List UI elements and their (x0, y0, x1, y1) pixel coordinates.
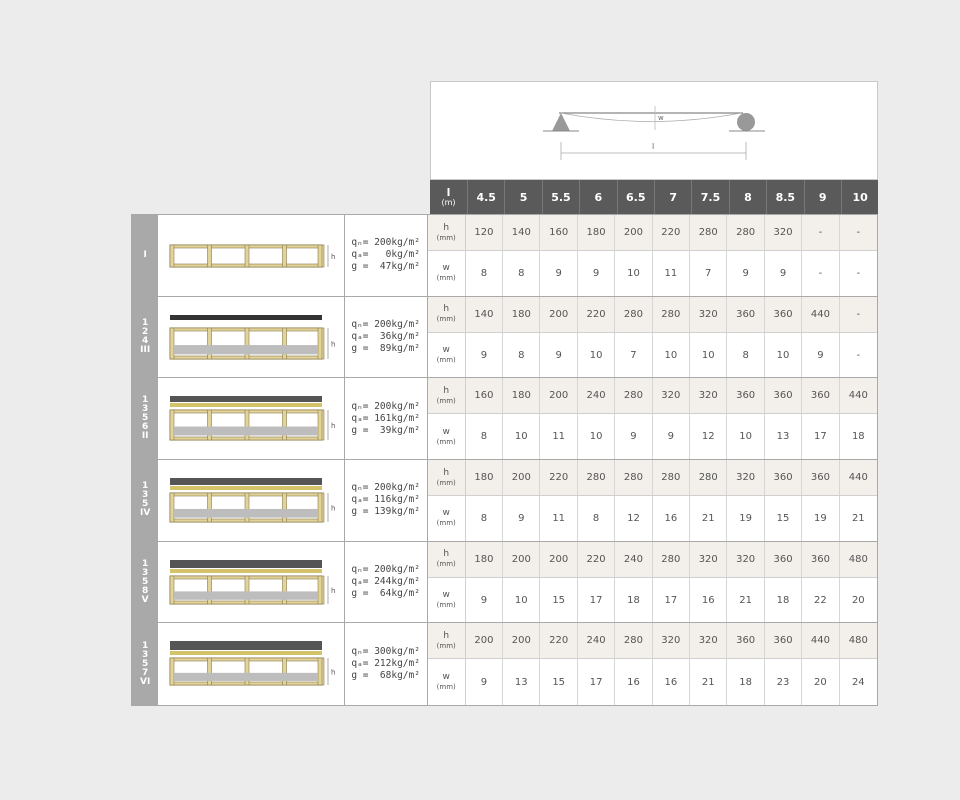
code-label: 1 (142, 640, 149, 651)
floor-section-icon (158, 215, 344, 295)
value-cell: 18 (851, 431, 865, 443)
code-label: 1 (142, 395, 149, 406)
value-cell: 12 (615, 496, 652, 541)
row-symbol: w (442, 426, 450, 437)
value-cell: 160 (466, 378, 503, 413)
value-cell: 120 (466, 215, 503, 250)
value-cell: 180 (503, 297, 540, 332)
value-cell: 10 (653, 333, 690, 378)
load-line: qₐ= 244kg/m² (351, 576, 420, 588)
value-cell: 9 (578, 251, 615, 296)
value-cell: 13 (503, 659, 540, 705)
value-cell: 7 (690, 251, 727, 296)
span-header-cell: 5 (504, 180, 541, 215)
value-cell: 21 (690, 659, 727, 705)
deflection-row (428, 659, 877, 705)
code-label: 3 (142, 567, 149, 578)
height-row (428, 623, 877, 659)
value-cell: 280 (615, 623, 652, 658)
floor-type-row (132, 460, 877, 542)
value-cell: - (856, 227, 861, 238)
value-cell: 320 (653, 623, 690, 658)
value-cell: 320 (690, 297, 727, 332)
load-values (345, 297, 427, 378)
value-cell: 10 (727, 414, 764, 459)
floor-type-row (132, 623, 877, 705)
code-label: 1 (142, 558, 149, 569)
value-cell: 200 (615, 215, 652, 250)
deflection-row (428, 496, 877, 541)
row-label (428, 333, 466, 378)
value-cell: - (856, 308, 861, 320)
span-header-cell: 5.5 (542, 180, 579, 215)
value-cell: 22 (802, 578, 839, 623)
value-cell: 360 (765, 460, 802, 495)
load-line: g = 68kg/m² (351, 670, 420, 682)
value-cell: 21 (727, 578, 764, 623)
value-cell: 280 (578, 460, 615, 495)
code-label: 6 (142, 422, 149, 433)
value-cell: 8 (503, 251, 540, 296)
floor-type-code (132, 378, 158, 459)
value-cell: 13 (765, 414, 802, 459)
deflection-table (131, 214, 878, 706)
code-label: 3 (142, 649, 149, 660)
row-symbol: h (443, 304, 450, 315)
height-row (428, 378, 877, 414)
value-cell: 24 (851, 676, 865, 688)
row-label (428, 215, 466, 250)
floor-type-code (132, 542, 158, 623)
span-header-cell: 6.5 (617, 180, 654, 215)
span-header-label (430, 180, 467, 215)
code-label: 5 (142, 658, 149, 669)
span-header-cell: 9 (804, 180, 841, 215)
value-cell: 180 (578, 215, 615, 250)
floor-section-illustration (158, 623, 345, 705)
value-cell: 8 (466, 496, 503, 541)
row-unit: (mm) (436, 437, 456, 446)
value-cell: 320 (690, 378, 727, 413)
row-label (428, 542, 466, 577)
code-label: I (143, 249, 147, 260)
code-label: 1 (142, 481, 149, 492)
deflection-row (428, 414, 877, 459)
row-symbol: w (442, 590, 450, 601)
value-cell: 280 (653, 297, 690, 332)
height-row (428, 215, 877, 251)
code-label: 4 (142, 336, 149, 347)
floor-section-icon (158, 460, 344, 540)
value-cell: 10 (503, 578, 540, 623)
span-header-cell: 6 (579, 180, 616, 215)
floor-type-code (132, 215, 158, 296)
span-values (467, 180, 878, 215)
value-cell: 360 (765, 623, 802, 658)
row-unit: (mm) (436, 519, 456, 528)
value-cell: 9 (466, 578, 503, 623)
row-symbol: h (443, 630, 450, 641)
value-cell: 180 (503, 378, 540, 413)
load-line: qₙ= 200kg/m² (351, 237, 420, 249)
value-cell: 360 (802, 378, 839, 413)
value-cell: 10 (765, 333, 802, 378)
value-cell: 320 (727, 542, 764, 577)
code-label: III (140, 345, 151, 356)
load-line: qₐ= 36kg/m² (351, 331, 420, 343)
value-cell: 17 (578, 578, 615, 623)
value-cell: - (802, 251, 839, 296)
value-cell: 440 (848, 390, 868, 402)
value-cell: 16 (653, 659, 690, 705)
value-cell: 360 (765, 297, 802, 332)
height-label: h (331, 340, 336, 349)
value-cell: 17 (802, 414, 839, 459)
value-cell: 280 (727, 215, 764, 250)
value-cell: 360 (727, 297, 764, 332)
value-cell: 240 (578, 378, 615, 413)
floor-type-code (132, 460, 158, 541)
value-cell: 280 (615, 378, 652, 413)
value-cell: 360 (802, 542, 839, 577)
floor-section-illustration (158, 297, 345, 378)
height-row (428, 542, 877, 578)
value-cell: 200 (503, 460, 540, 495)
value-cell: 320 (690, 542, 727, 577)
floor-section-icon (158, 623, 344, 703)
value-cell: 440 (802, 623, 839, 658)
row-unit: (mm) (436, 601, 456, 610)
code-label: 5 (142, 413, 149, 424)
span-header-cell: 8 (729, 180, 766, 215)
row-unit: (mm) (436, 683, 456, 692)
value-cell: 360 (802, 460, 839, 495)
height-label: h (331, 586, 336, 595)
value-cell: 480 (848, 635, 868, 647)
value-cell: 17 (653, 578, 690, 623)
floor-type-row (132, 542, 877, 624)
value-cell: 9 (802, 333, 839, 378)
value-cell: 440 (848, 472, 868, 484)
value-cell: 200 (466, 623, 503, 658)
row-symbol: w (442, 508, 450, 519)
row-symbol: h (443, 222, 450, 233)
row-symbol: h (443, 467, 450, 478)
value-cell: 220 (540, 460, 577, 495)
value-cell: 200 (540, 297, 577, 332)
load-line: qₙ= 200kg/m² (351, 319, 420, 331)
value-cell: 200 (503, 542, 540, 577)
value-cell: 160 (540, 215, 577, 250)
value-cell: 10 (578, 333, 615, 378)
value-cell: 18 (765, 578, 802, 623)
value-cell: 16 (690, 578, 727, 623)
value-cell: 180 (466, 542, 503, 577)
value-cell: 200 (503, 623, 540, 658)
row-label (428, 297, 466, 332)
row-unit: (mm) (436, 274, 456, 283)
value-cell: - (802, 215, 839, 250)
span-symbol: l (446, 185, 451, 199)
load-line: g = 139kg/m² (351, 506, 420, 518)
value-cell: 15 (540, 659, 577, 705)
value-cell: 9 (765, 251, 802, 296)
floor-type-row (132, 378, 877, 460)
row-label (428, 378, 466, 413)
value-cell: 11 (653, 251, 690, 296)
row-label (428, 659, 466, 705)
load-values (345, 460, 427, 541)
value-cell: 8 (503, 333, 540, 378)
code-label: V (141, 594, 149, 605)
value-cell: 220 (540, 623, 577, 658)
value-cell: 15 (540, 578, 577, 623)
height-label: h (331, 253, 336, 261)
value-cell: 11 (540, 496, 577, 541)
code-label: 2 (142, 327, 149, 338)
value-cell: 18 (727, 659, 764, 705)
value-cell: 9 (653, 414, 690, 459)
value-cell: 9 (727, 251, 764, 296)
value-cell: 140 (503, 215, 540, 250)
value-cell: 19 (802, 496, 839, 541)
load-line: g = 47kg/m² (351, 261, 420, 273)
height-row (428, 460, 877, 496)
code-label: 3 (142, 404, 149, 415)
load-line: g = 39kg/m² (351, 424, 420, 436)
value-cell: 140 (466, 297, 503, 332)
height-label: h (331, 422, 336, 431)
code-label: IV (140, 508, 151, 519)
load-line: qₐ= 212kg/m² (351, 658, 420, 670)
load-line: qₙ= 200kg/m² (351, 564, 420, 576)
value-cell: 17 (578, 659, 615, 705)
floor-section-icon (158, 378, 344, 458)
height-label: h (331, 668, 336, 677)
value-cell: 21 (690, 496, 727, 541)
height-row (428, 297, 877, 333)
code-label: VI (140, 676, 151, 687)
value-cell: 8 (727, 333, 764, 378)
floor-section-illustration (158, 542, 345, 623)
row-symbol: h (443, 549, 450, 560)
value-cell: 9 (466, 659, 503, 705)
span-header-cell: 10 (841, 180, 878, 215)
row-unit: (mm) (436, 641, 456, 650)
load-values (345, 623, 427, 705)
value-cell: 9 (615, 414, 652, 459)
floor-section-icon (158, 542, 344, 622)
value-cell: 360 (727, 378, 764, 413)
value-cell: 23 (765, 659, 802, 705)
value-cell: 320 (727, 460, 764, 495)
code-label: 5 (142, 499, 149, 510)
span-header-cell: 8.5 (766, 180, 803, 215)
floor-type-code (132, 623, 158, 705)
beam-diagram (430, 81, 878, 180)
span-header-cell: 4.5 (467, 180, 504, 215)
row-unit: (mm) (436, 560, 456, 569)
floor-type-row (132, 215, 877, 297)
row-symbol: w (442, 263, 450, 274)
value-cell: 320 (690, 623, 727, 658)
value-cell: 12 (690, 414, 727, 459)
deflection-row (428, 578, 877, 623)
simply-supported-beam-icon (431, 82, 879, 181)
row-label (428, 578, 466, 623)
load-line: qₙ= 300kg/m² (351, 646, 420, 658)
load-line: qₙ= 200kg/m² (351, 400, 420, 412)
load-line: g = 64kg/m² (351, 588, 420, 600)
value-cell: 10 (615, 251, 652, 296)
value-cell: 10 (503, 414, 540, 459)
value-cell: 10 (578, 414, 615, 459)
load-line: qₙ= 200kg/m² (351, 482, 420, 494)
deflection-row (428, 251, 877, 296)
value-cell: 20 (851, 594, 865, 606)
value-cell: 320 (653, 378, 690, 413)
value-cell: 180 (466, 460, 503, 495)
value-cell: 7 (615, 333, 652, 378)
value-cell: 360 (765, 542, 802, 577)
value-cell: 440 (802, 297, 839, 332)
row-unit: (mm) (436, 478, 456, 487)
deflection-row (428, 333, 877, 378)
value-cell: 9 (466, 333, 503, 378)
value-cell: 16 (653, 496, 690, 541)
value-cell: 200 (540, 378, 577, 413)
deflection-label: w (658, 114, 664, 122)
value-cell: 20 (802, 659, 839, 705)
value-cell: 11 (540, 414, 577, 459)
value-cell: 360 (727, 623, 764, 658)
floor-section-icon (158, 297, 344, 377)
load-values (345, 542, 427, 623)
value-cell: 220 (578, 297, 615, 332)
value-cell: 10 (690, 333, 727, 378)
row-label (428, 496, 466, 541)
row-unit: (mm) (436, 233, 456, 242)
value-cell: 220 (578, 542, 615, 577)
code-label: II (141, 431, 149, 442)
row-symbol: h (443, 385, 450, 396)
row-label (428, 623, 466, 658)
value-cell: 320 (765, 215, 802, 250)
floor-type-row (132, 297, 877, 379)
row-label (428, 251, 466, 296)
value-cell: 240 (578, 623, 615, 658)
load-line: qₐ= 116kg/m² (351, 494, 420, 506)
load-line: qₐ= 161kg/m² (351, 412, 420, 424)
span-unit: (m) (441, 197, 456, 207)
value-cell: 9 (540, 333, 577, 378)
span-header-cell: 7.5 (691, 180, 728, 215)
row-symbol: w (442, 345, 450, 356)
floor-section-illustration (158, 460, 345, 541)
value-cell: 9 (540, 251, 577, 296)
value-cell: 9 (503, 496, 540, 541)
row-unit: (mm) (436, 396, 456, 405)
code-label: 7 (142, 667, 149, 678)
value-cell: 200 (540, 542, 577, 577)
load-line: qₐ= 0kg/m² (351, 249, 420, 261)
value-cell: 280 (690, 215, 727, 250)
code-label: 3 (142, 490, 149, 501)
value-cell: 19 (727, 496, 764, 541)
value-cell: 16 (615, 659, 652, 705)
value-cell: 240 (615, 542, 652, 577)
floor-section-illustration (158, 215, 345, 296)
value-cell: - (856, 349, 861, 361)
value-cell: 280 (615, 460, 652, 495)
value-cell: 8 (466, 414, 503, 459)
row-unit: (mm) (436, 315, 456, 324)
value-cell: 220 (653, 215, 690, 250)
floor-section-illustration (158, 378, 345, 459)
row-unit: (mm) (436, 356, 456, 365)
load-line: g = 89kg/m² (351, 343, 420, 355)
height-label: h (331, 504, 336, 513)
row-label (428, 414, 466, 459)
value-cell: - (856, 267, 861, 279)
code-label: 1 (142, 318, 149, 329)
value-cell: 280 (690, 460, 727, 495)
value-cell: 8 (466, 251, 503, 296)
value-cell: 280 (653, 542, 690, 577)
value-cell: 18 (615, 578, 652, 623)
value-cell: 21 (851, 512, 865, 524)
span-header-row (430, 180, 878, 215)
code-label: 5 (142, 576, 149, 587)
floor-type-code (132, 297, 158, 378)
value-cell: 280 (615, 297, 652, 332)
load-values (345, 378, 427, 459)
span-header-cell: 7 (654, 180, 691, 215)
value-cell: 360 (765, 378, 802, 413)
value-cell: 480 (848, 553, 868, 565)
value-cell: 8 (578, 496, 615, 541)
value-cell: 280 (653, 460, 690, 495)
row-symbol: w (442, 672, 450, 683)
span-label: l (652, 142, 655, 151)
load-values (345, 215, 427, 296)
code-label: 8 (142, 585, 149, 596)
value-cell: 15 (765, 496, 802, 541)
row-label (428, 460, 466, 495)
